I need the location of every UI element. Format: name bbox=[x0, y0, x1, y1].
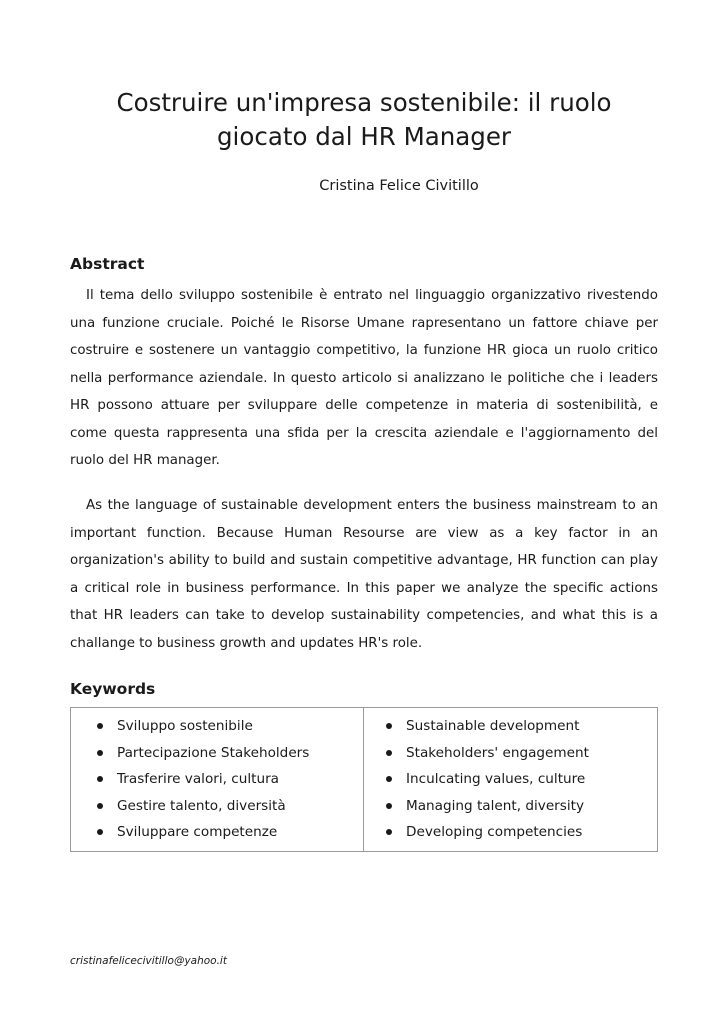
bullet-icon bbox=[97, 723, 103, 729]
bullet-icon bbox=[386, 829, 392, 835]
keywords-heading: Keywords bbox=[70, 680, 156, 698]
keyword-label: Partecipazione Stakeholders bbox=[117, 744, 310, 761]
keyword-item bbox=[97, 766, 363, 793]
bullet-icon bbox=[386, 776, 392, 782]
keyword-label: Sviluppare competenze bbox=[117, 824, 278, 841]
abstract-heading: Abstract bbox=[70, 255, 145, 273]
bullet-icon bbox=[97, 803, 103, 809]
bullet-icon bbox=[386, 750, 392, 756]
keyword-label: Stakeholders' engagement bbox=[406, 744, 589, 761]
bullet-icon bbox=[97, 750, 103, 756]
bullet-icon bbox=[97, 776, 103, 782]
keywords-table bbox=[70, 707, 658, 852]
keyword-label: Sustainable development bbox=[406, 718, 580, 735]
bullet-icon bbox=[386, 723, 392, 729]
keyword-label: Sviluppo sostenibile bbox=[117, 718, 253, 735]
keyword-label: Inculcating values, culture bbox=[406, 771, 586, 788]
abstract-italian: Il tema dello sviluppo sostenibile è entrato nel linguaggio organizzativo rivestendo una funzione cruciale. Poiché le Risorse Umane rapresentano un fattore chiave per costruire e sostenere un vantaggio competitivo, la funzione HR gioca un ruolo critico nella performance aziendale. In questo articolo si analizzano le politiche che i leaders HR possono attuare per sviluppare delle competenze in materia di sostenibilità, e come questa rappresenta una sfida per la crescita aziendale e l'aggiornamento del ruolo del HR manager. bbox=[70, 288, 658, 468]
keyword-item bbox=[97, 819, 363, 846]
keyword-item bbox=[97, 740, 363, 767]
keywords-english-column bbox=[364, 708, 657, 851]
keyword-label: Trasferire valori, cultura bbox=[117, 771, 280, 788]
bullet-icon bbox=[97, 829, 103, 835]
author-name: Cristina Felice Civitillo bbox=[319, 178, 479, 194]
keywords-italian-column bbox=[71, 708, 364, 851]
keyword-label: Developing competencies bbox=[406, 824, 583, 841]
abstract-english: As the language of sustainable development enters the business mainstream to an important function. Because Human Resourse are view as a key factor in an organization's ability to build and sustain competitive advantage, HR function can play a critical role in business performance. In this paper we analyze the specific actions that HR leaders can take to develop sustainability competencies, and what this is a challange to business growth and updates HR's role. bbox=[70, 498, 658, 651]
keyword-item bbox=[386, 713, 657, 740]
keyword-item bbox=[97, 713, 363, 740]
keyword-item bbox=[386, 766, 657, 793]
author-email: cristinafelicecivitillo@yahoo.it bbox=[70, 955, 227, 967]
keyword-item bbox=[97, 793, 363, 820]
paper-title: Costruire un'impresa sostenibile: il ruolo giocato dal HR Manager bbox=[116, 88, 612, 151]
keyword-label: Managing talent, diversity bbox=[406, 797, 584, 814]
keyword-item bbox=[386, 793, 657, 820]
keyword-item bbox=[386, 819, 657, 846]
bullet-icon bbox=[386, 803, 392, 809]
keyword-label: Gestire talento, diversità bbox=[117, 797, 286, 814]
keyword-item bbox=[386, 740, 657, 767]
